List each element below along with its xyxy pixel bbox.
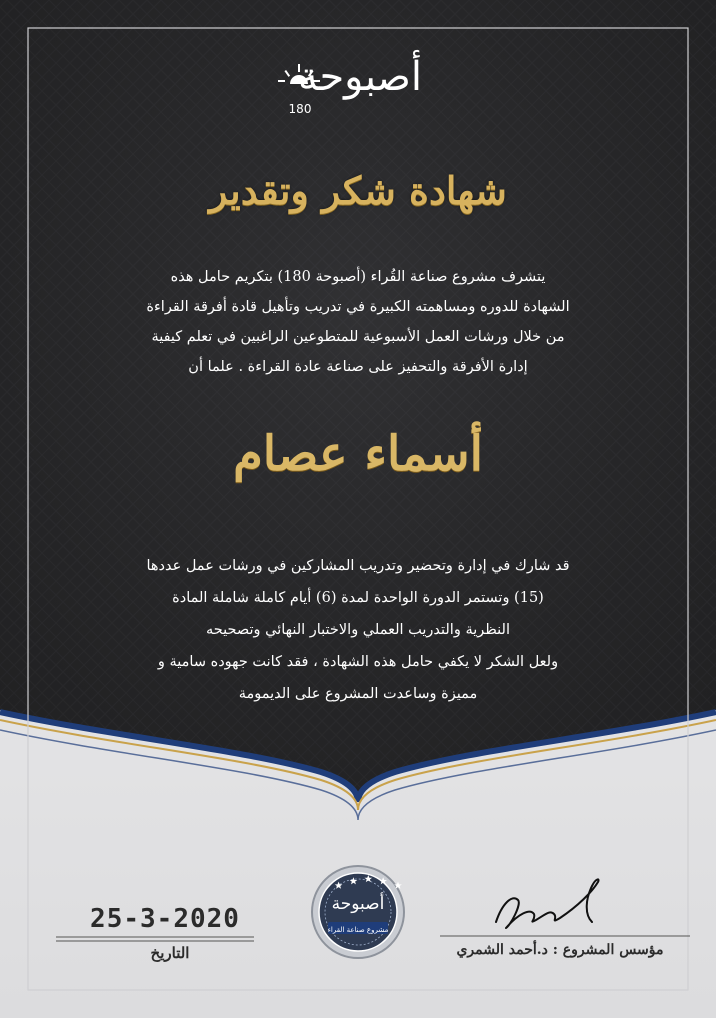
project-seal (310, 864, 406, 960)
seal-logo-text: أصبوحة (331, 894, 385, 914)
body-line-5: مميزة وساعدت المشروع على الديمومة (238, 686, 478, 702)
date-label: التاريخ (150, 944, 190, 962)
body-line-1: قد شارك في إدارة وتحضير وتدريب المشاركين في ورشات عمل عددها (146, 558, 570, 574)
recipient-name: أسماء عصام (233, 426, 483, 482)
body-line-2: (15) وتستمر الدورة الواحدة لمدة (6) أيام كاملة شاملة المادة (172, 590, 544, 606)
body-line-3: النظرية والتدريب العملي والاختبار النهائي وتصحيحه (206, 622, 510, 638)
brand-logo (260, 50, 460, 130)
logo-wordmark: أصبوحة (298, 54, 422, 100)
certificate-date: 25-3-2020 (90, 904, 240, 934)
intro-line-3: من خلال ورشات العمل الأسبوعية للمتطوعين الراغبين في تعلم كيفية (151, 329, 565, 345)
founder-signature (488, 874, 618, 934)
body-line-4: ولعل الشكر لا يكفي حامل هذه الشهادة ، فقد كانت جهوده سامية و (157, 654, 559, 670)
intro-line-1: يتشرف مشروع صناعة القُراء (أصبوحة 180) بتكريم حامل هذه (170, 269, 546, 285)
founder-label: مؤسس المشروع : د.أحمد الشمري (456, 942, 664, 958)
logo-number: 180 (288, 102, 312, 116)
intro-line-4: إدارة الأفرقة والتحفيز على صناعة عادة القراءة . علما أن (188, 359, 528, 375)
certificate-title: شهادة شكر وتقدير (209, 168, 507, 213)
seal-caption: مشروع صناعة القراء (327, 926, 389, 934)
intro-line-2: الشهادة للدوره ومساهمته الكبيرة في تدريب وتأهيل قادة أفرقة القراءة (146, 299, 570, 315)
